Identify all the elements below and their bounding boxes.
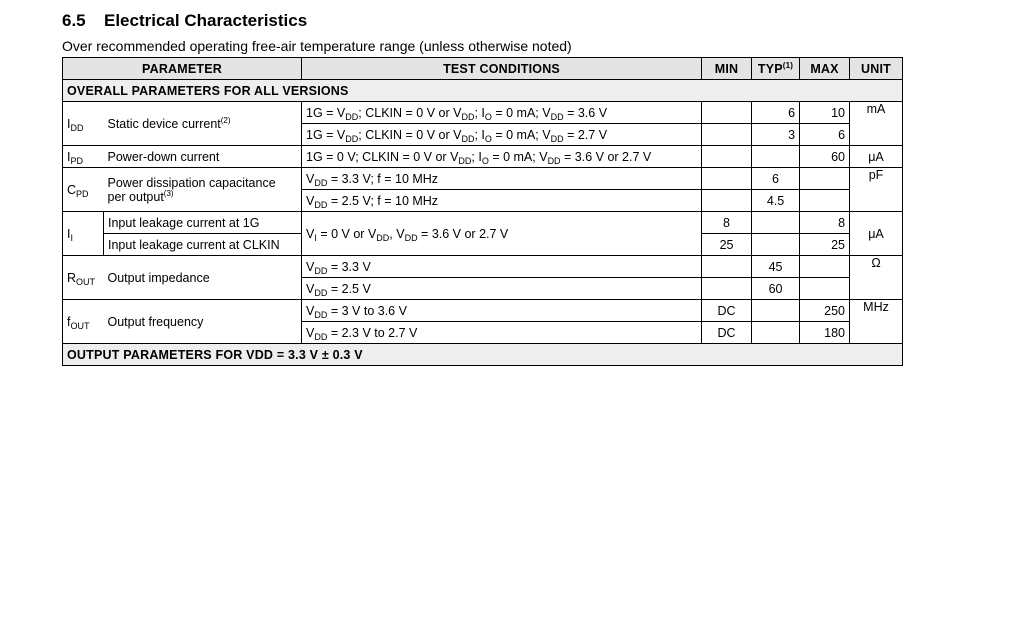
min-value [702, 146, 752, 168]
table-row [63, 146, 903, 168]
min-value: 25 [702, 234, 752, 256]
group-row-next-partial [63, 344, 903, 366]
max-value: 10 [800, 102, 850, 124]
header-min: MIN [702, 58, 752, 80]
max-value [800, 278, 850, 300]
param-input-leakage-clkin: Input leakage current at CLKIN [104, 234, 302, 256]
min-value: DC [702, 322, 752, 344]
section-title [62, 10, 307, 32]
min-value: 8 [702, 212, 752, 234]
max-value: 8 [800, 212, 850, 234]
typ-footnote: (1) [782, 60, 794, 70]
header-test-conditions: TEST CONDITIONS [302, 58, 702, 80]
max-value: 180 [800, 322, 850, 344]
header-row [63, 58, 903, 80]
header-max: MAX [800, 58, 850, 80]
max-value: 250 [800, 300, 850, 322]
symbol-ipd: $I_{PD}$ [63, 146, 104, 168]
max-value: 60 [800, 146, 850, 168]
header-typ: TYP$^{(1)}$ [752, 58, 800, 80]
typ-value [752, 300, 800, 322]
symbol-idd: $I_{DD}$ [63, 102, 104, 146]
test-condition: $V_{DD} = 3.3$ V; f = 10 MHz [302, 168, 702, 190]
table-row [63, 212, 903, 234]
test-condition: $V_{DD} = 3.3$ V [302, 256, 702, 278]
min-value: DC [702, 300, 752, 322]
header-parameter: PARAMETER [63, 58, 302, 80]
min-value [702, 102, 752, 124]
table-viewport [62, 57, 907, 362]
test-condition: $V_{DD} = 3$ V to 3.6 V [302, 300, 702, 322]
header-unit: UNIT [850, 58, 903, 80]
group-label: OVERALL PARAMETERS FOR ALL VERSIONS [63, 80, 903, 102]
param-output-frequency: Output frequency [104, 300, 302, 344]
symbol-fout: $f_{OUT}$ [63, 300, 104, 344]
typ-value [752, 146, 800, 168]
electrical-characteristics-table [62, 57, 903, 366]
section-heading: Electrical Characteristics [104, 11, 308, 30]
test-condition: $V_{DD} = 2.3$ V to 2.7 V [302, 322, 702, 344]
typ-value: 60 [752, 278, 800, 300]
typ-value: 45 [752, 256, 800, 278]
unit-value: pF [850, 168, 903, 212]
unit-value: μA [850, 146, 903, 168]
test-condition: 1G = 0 V; CLKIN = 0 V or $V_{DD}$; $I_O = 0$ mA; $V_{DD} = 3.6$ V or 2.7 V [302, 146, 702, 168]
max-value [800, 168, 850, 190]
unit-value: Ω [850, 256, 903, 300]
unit-value: μA [850, 212, 903, 256]
param-output-impedance: Output impedance [104, 256, 302, 300]
section-number: 6.5 [62, 11, 86, 30]
typ-value [752, 234, 800, 256]
symbol-rout: $R_{OUT}$ [63, 256, 104, 300]
typ-value: 6 [752, 102, 800, 124]
symbol-ii: $I_I$ [63, 212, 104, 256]
min-value [702, 256, 752, 278]
group-label: OUTPUT PARAMETERS FOR VDD = 3.3 V ± 0.3 V [63, 344, 903, 366]
typ-value [752, 322, 800, 344]
param-input-leakage-1g: Input leakage current at 1G [104, 212, 302, 234]
max-value: 6 [800, 124, 850, 146]
symbol-cpd: $C_{PD}$ [63, 168, 104, 212]
table-subtitle: Over recommended operating free-air temperature range (unless otherwise noted) [62, 38, 572, 54]
param-power-down-current: Power-down current [104, 146, 302, 168]
param-power-dissipation-capacitance: Power dissipation capacitance per output$^{(3)}$ [104, 168, 302, 212]
min-value [702, 124, 752, 146]
min-value [702, 190, 752, 212]
test-condition: $V_{DD} = 2.5$ V [302, 278, 702, 300]
min-value [702, 168, 752, 190]
unit-value: mA [850, 102, 903, 146]
min-value [702, 278, 752, 300]
typ-value: 6 [752, 168, 800, 190]
typ-value [752, 212, 800, 234]
test-condition: $V_I = 0$ V or $V_{DD}$, $V_{DD} = 3.6$ V or 2.7 V [302, 212, 702, 256]
table-row [63, 102, 903, 124]
typ-value: 3 [752, 124, 800, 146]
max-value: 25 [800, 234, 850, 256]
test-condition: $V_{DD} = 2.5$ V; f = 10 MHz [302, 190, 702, 212]
max-value [800, 256, 850, 278]
test-condition: $1G = V_{DD}$; CLKIN = 0 V or $V_{DD}$; $I_O = 0$ mA; $V_{DD} = 3.6$ V [302, 102, 702, 124]
table-row [63, 300, 903, 322]
table-row [63, 168, 903, 190]
table-row [63, 256, 903, 278]
test-condition: $1G = V_{DD}$; CLKIN = 0 V or $V_{DD}$; $I_O = 0$ mA; $V_{DD} = 2.7$ V [302, 124, 702, 146]
group-row-overall [63, 80, 903, 102]
typ-value: 4.5 [752, 190, 800, 212]
unit-value: MHz [850, 300, 903, 344]
max-value [800, 190, 850, 212]
param-static-device-current: Static device current$^{(2)}$ [104, 102, 302, 146]
